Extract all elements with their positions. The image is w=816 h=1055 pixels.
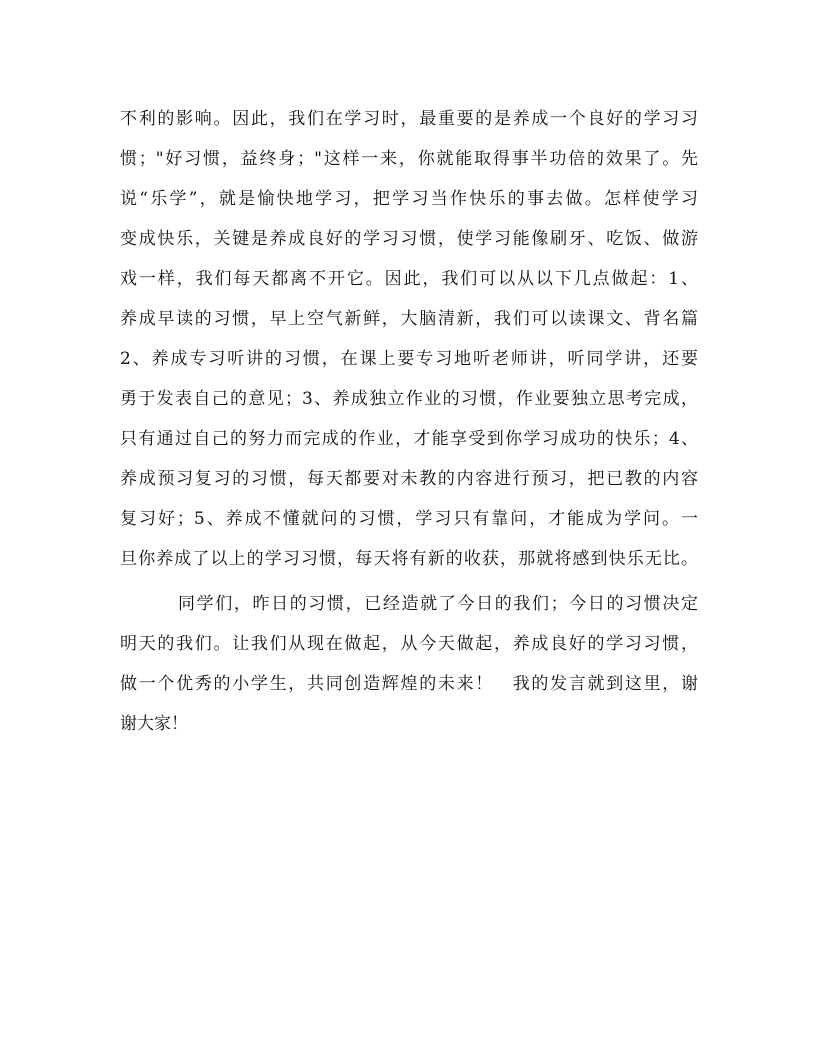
text-line: 养成预习复习的习惯，每天都要对未教的内容进行预习，把已教的内容: [120, 469, 698, 489]
text-line: 说“乐学”，就是愉快地学习，把学习当作快乐的事去做。怎样使学习: [120, 189, 698, 209]
text-line: 只有通过自己的努力而完成的作业，才能享受到你学习成功的快乐；4、: [120, 429, 698, 449]
text-line: 勇于发表自己的意见；3、养成独立作业的习惯，作业要独立思考完成，: [120, 389, 698, 409]
text-line: 同学们，昨日的习惯，已经造就了今日的我们；今日的习惯决定: [178, 594, 698, 614]
text-line: 2、养成专习听讲的习惯，在课上要专习地听老师讲，听同学讲，还要: [120, 349, 698, 369]
text-line: 惯；"好习惯，益终身；"这样一来，你就能取得事半功倍的效果了。先: [120, 149, 698, 169]
text-line: 养成早读的习惯，早上空气新鲜，大脑清新，我们可以读课文、背名篇: [120, 309, 698, 329]
text-line: 谢大家！: [120, 714, 188, 734]
text-line: 做一个优秀的小学生，共同创造辉煌的未来！ 我的发言就到这里，谢: [120, 674, 698, 694]
text-line: 复习好；5、养成不懂就问的习惯，学习只有靠问，才能成为学问。一: [120, 509, 698, 529]
text-line: 不利的影响。因此，我们在学习时，最重要的是养成一个良好的学习习: [120, 109, 698, 129]
text-line: 变成快乐，关键是养成良好的学习习惯，使学习能像刷牙、吃饭、做游: [120, 229, 698, 249]
text-line: 戏一样，我们每天都离不开它。因此，我们可以从以下几点做起：1、: [120, 269, 698, 289]
text-line: 明天的我们。让我们从现在做起，从今天做起，养成良好的学习习惯，: [120, 634, 698, 654]
text-line: 旦你养成了以上的学习习惯，每天将有新的收获，那就将感到快乐无比。: [120, 549, 698, 569]
